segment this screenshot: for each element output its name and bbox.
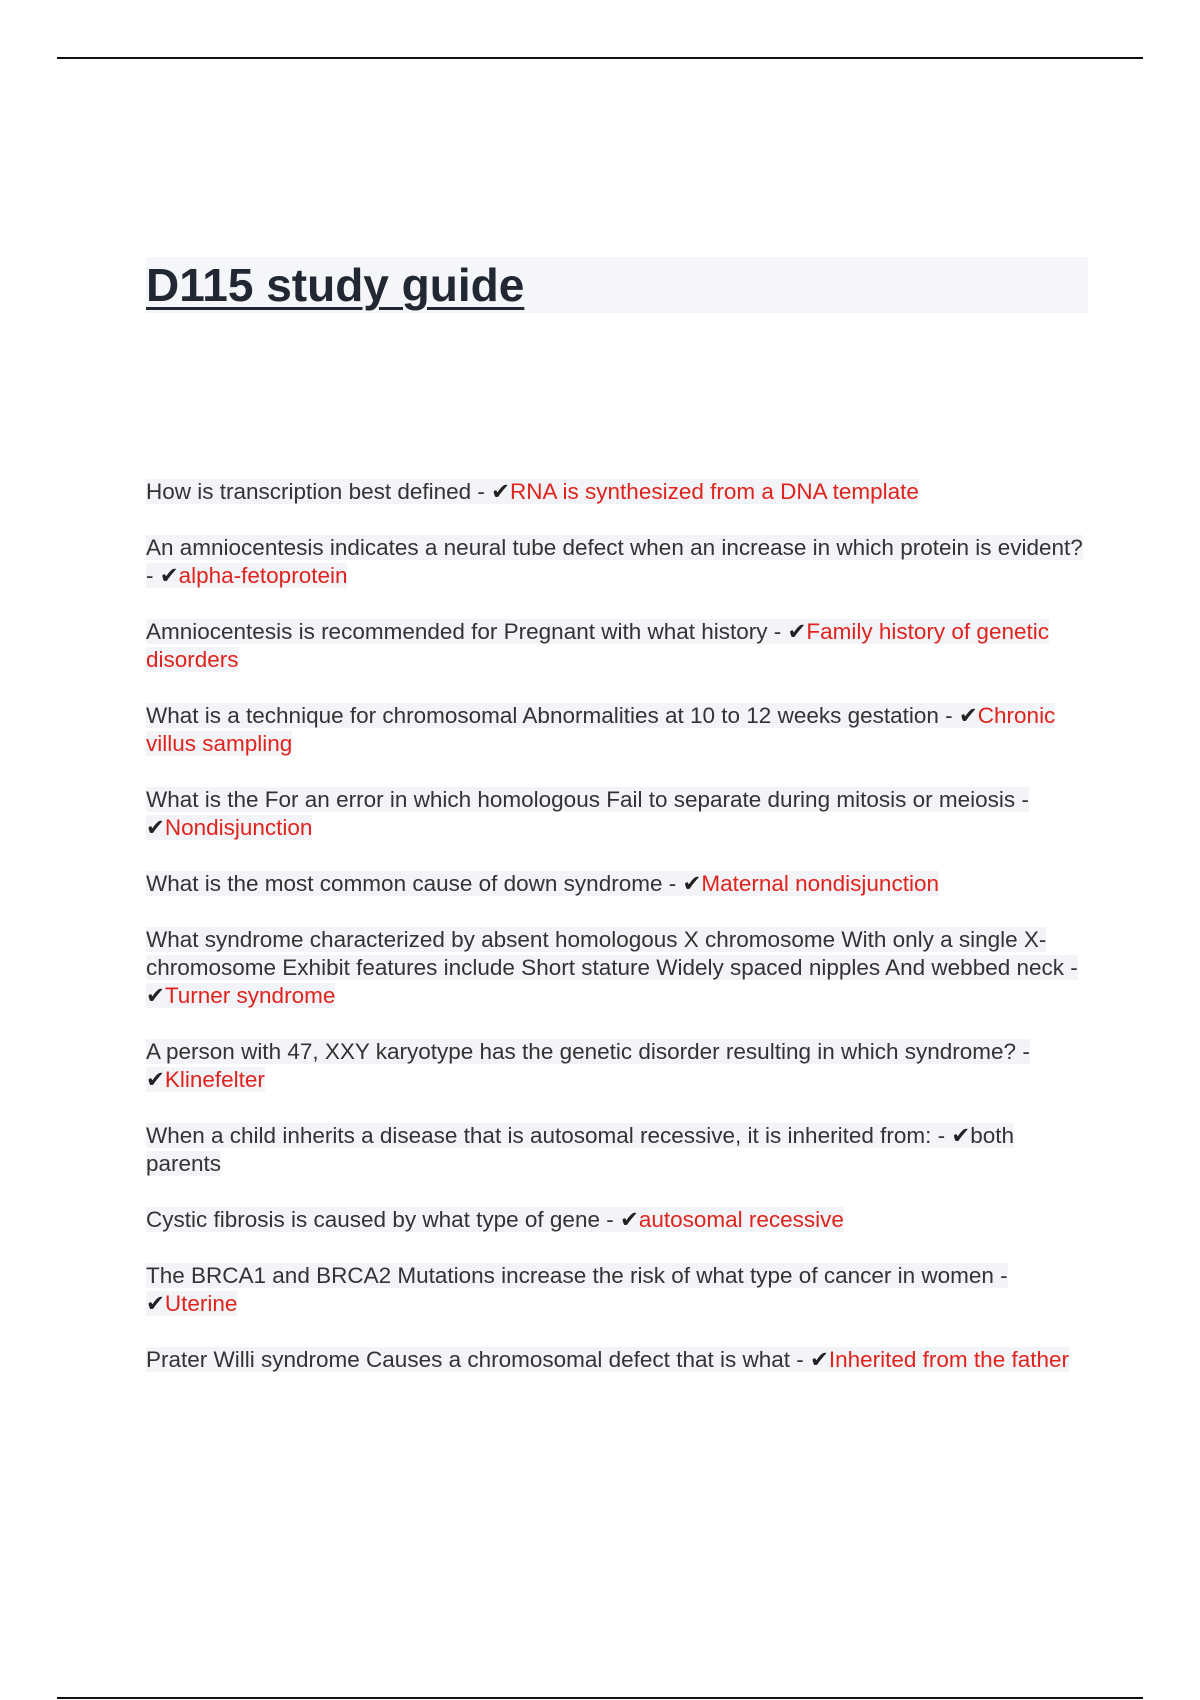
checkmark-icon: ✔ <box>146 983 165 1008</box>
checkmark-icon: ✔ <box>491 479 511 504</box>
question-text: How is transcription best defined <box>146 479 472 504</box>
qa-item <box>146 1038 1090 1094</box>
answer-text: autosomal recessive <box>638 1207 844 1232</box>
answer-text: Nondisjunction <box>164 815 313 840</box>
qa-separator: - <box>662 871 683 896</box>
qa-item <box>146 1262 1090 1318</box>
qa-item <box>146 534 1090 590</box>
question-text: A person with 47, XXY karyotype has the genetic disorder resulting in which syndrome? <box>146 1039 1017 1064</box>
qa-item <box>146 702 1090 758</box>
question-text: Prater Willi syndrome Causes a chromosomal defect that is what <box>146 1347 790 1372</box>
qa-separator: - <box>790 1347 810 1372</box>
answer-text: Inherited from the father <box>828 1347 1069 1372</box>
qa-item <box>146 926 1090 1010</box>
qa-separator: - <box>1064 955 1078 980</box>
qa-separator: - <box>993 1263 1008 1288</box>
qa-item <box>146 786 1090 842</box>
qa-separator: - <box>471 479 492 504</box>
answer-text: Klinefelter <box>164 1067 265 1092</box>
answer-text: RNA is synthesized from a DNA template <box>510 479 919 504</box>
qa-item <box>146 1346 1090 1374</box>
checkmark-icon: ✔ <box>810 1347 829 1372</box>
question-text: An amniocentesis indicates a neural tube defect when an increase in which protein is evident? <box>146 535 1083 560</box>
answer-text: alpha-fetoprotein <box>178 563 348 588</box>
checkmark-icon: ✔ <box>159 563 179 588</box>
question-text: The BRCA1 and BRCA2 Mutations increase the risk of what type of cancer in women <box>146 1263 994 1288</box>
checkmark-icon: ✔ <box>787 619 807 644</box>
qa-item <box>146 870 1090 898</box>
checkmark-icon: ✔ <box>146 1291 165 1316</box>
page-top-rule <box>57 57 1143 59</box>
question-text: Cystic fibrosis is caused by what type of gene <box>146 1207 600 1232</box>
qa-separator: - <box>1015 787 1029 812</box>
qa-separator: - <box>1016 1039 1030 1064</box>
answer-text: both parents <box>146 1123 1015 1176</box>
qa-item <box>146 478 1090 506</box>
checkmark-icon: ✔ <box>682 871 702 896</box>
checkmark-icon: ✔ <box>951 1123 971 1148</box>
checkmark-icon: ✔ <box>958 703 978 728</box>
checkmark-icon: ✔ <box>146 1067 165 1092</box>
qa-separator: - <box>931 1123 952 1148</box>
question-text: What is the For an error in which homologous Fail to separate during mitosis or meiosis <box>146 787 1016 812</box>
question-text: What is a technique for chromosomal Abnormalities at 10 to 12 weeks gestation <box>146 703 939 728</box>
qa-separator: - <box>938 703 959 728</box>
answer-text: Family history of genetic disorders <box>146 619 1049 672</box>
question-text: When a child inherits a disease that is autosomal recessive, it is inherited from: <box>146 1123 932 1148</box>
qa-list <box>146 478 1090 1402</box>
qa-separator: - <box>146 563 160 588</box>
qa-item <box>146 1206 1090 1234</box>
answer-text: Maternal nondisjunction <box>701 871 939 896</box>
question-text: What is the most common cause of down syndrome <box>146 871 663 896</box>
checkmark-icon: ✔ <box>619 1207 639 1232</box>
checkmark-icon: ✔ <box>146 815 165 840</box>
question-text: Amniocentesis is recommended for Pregnant with what history <box>146 619 768 644</box>
qa-item <box>146 1122 1090 1178</box>
qa-separator: - <box>599 1207 620 1232</box>
answer-text: Uterine <box>164 1291 238 1316</box>
answer-text: Turner syndrome <box>164 983 336 1008</box>
answer-text: Chronic villus sampling <box>146 703 1056 756</box>
question-text: What syndrome characterized by absent homologous X chromosome With only a single X-chromosome Exhibit features include Short stature Widely spaced nipples And webbed neck <box>146 927 1065 980</box>
document-title: D115 study guide <box>146 259 525 311</box>
page-bottom-rule <box>57 1697 1143 1699</box>
qa-separator: - <box>767 619 788 644</box>
qa-item <box>146 618 1090 674</box>
